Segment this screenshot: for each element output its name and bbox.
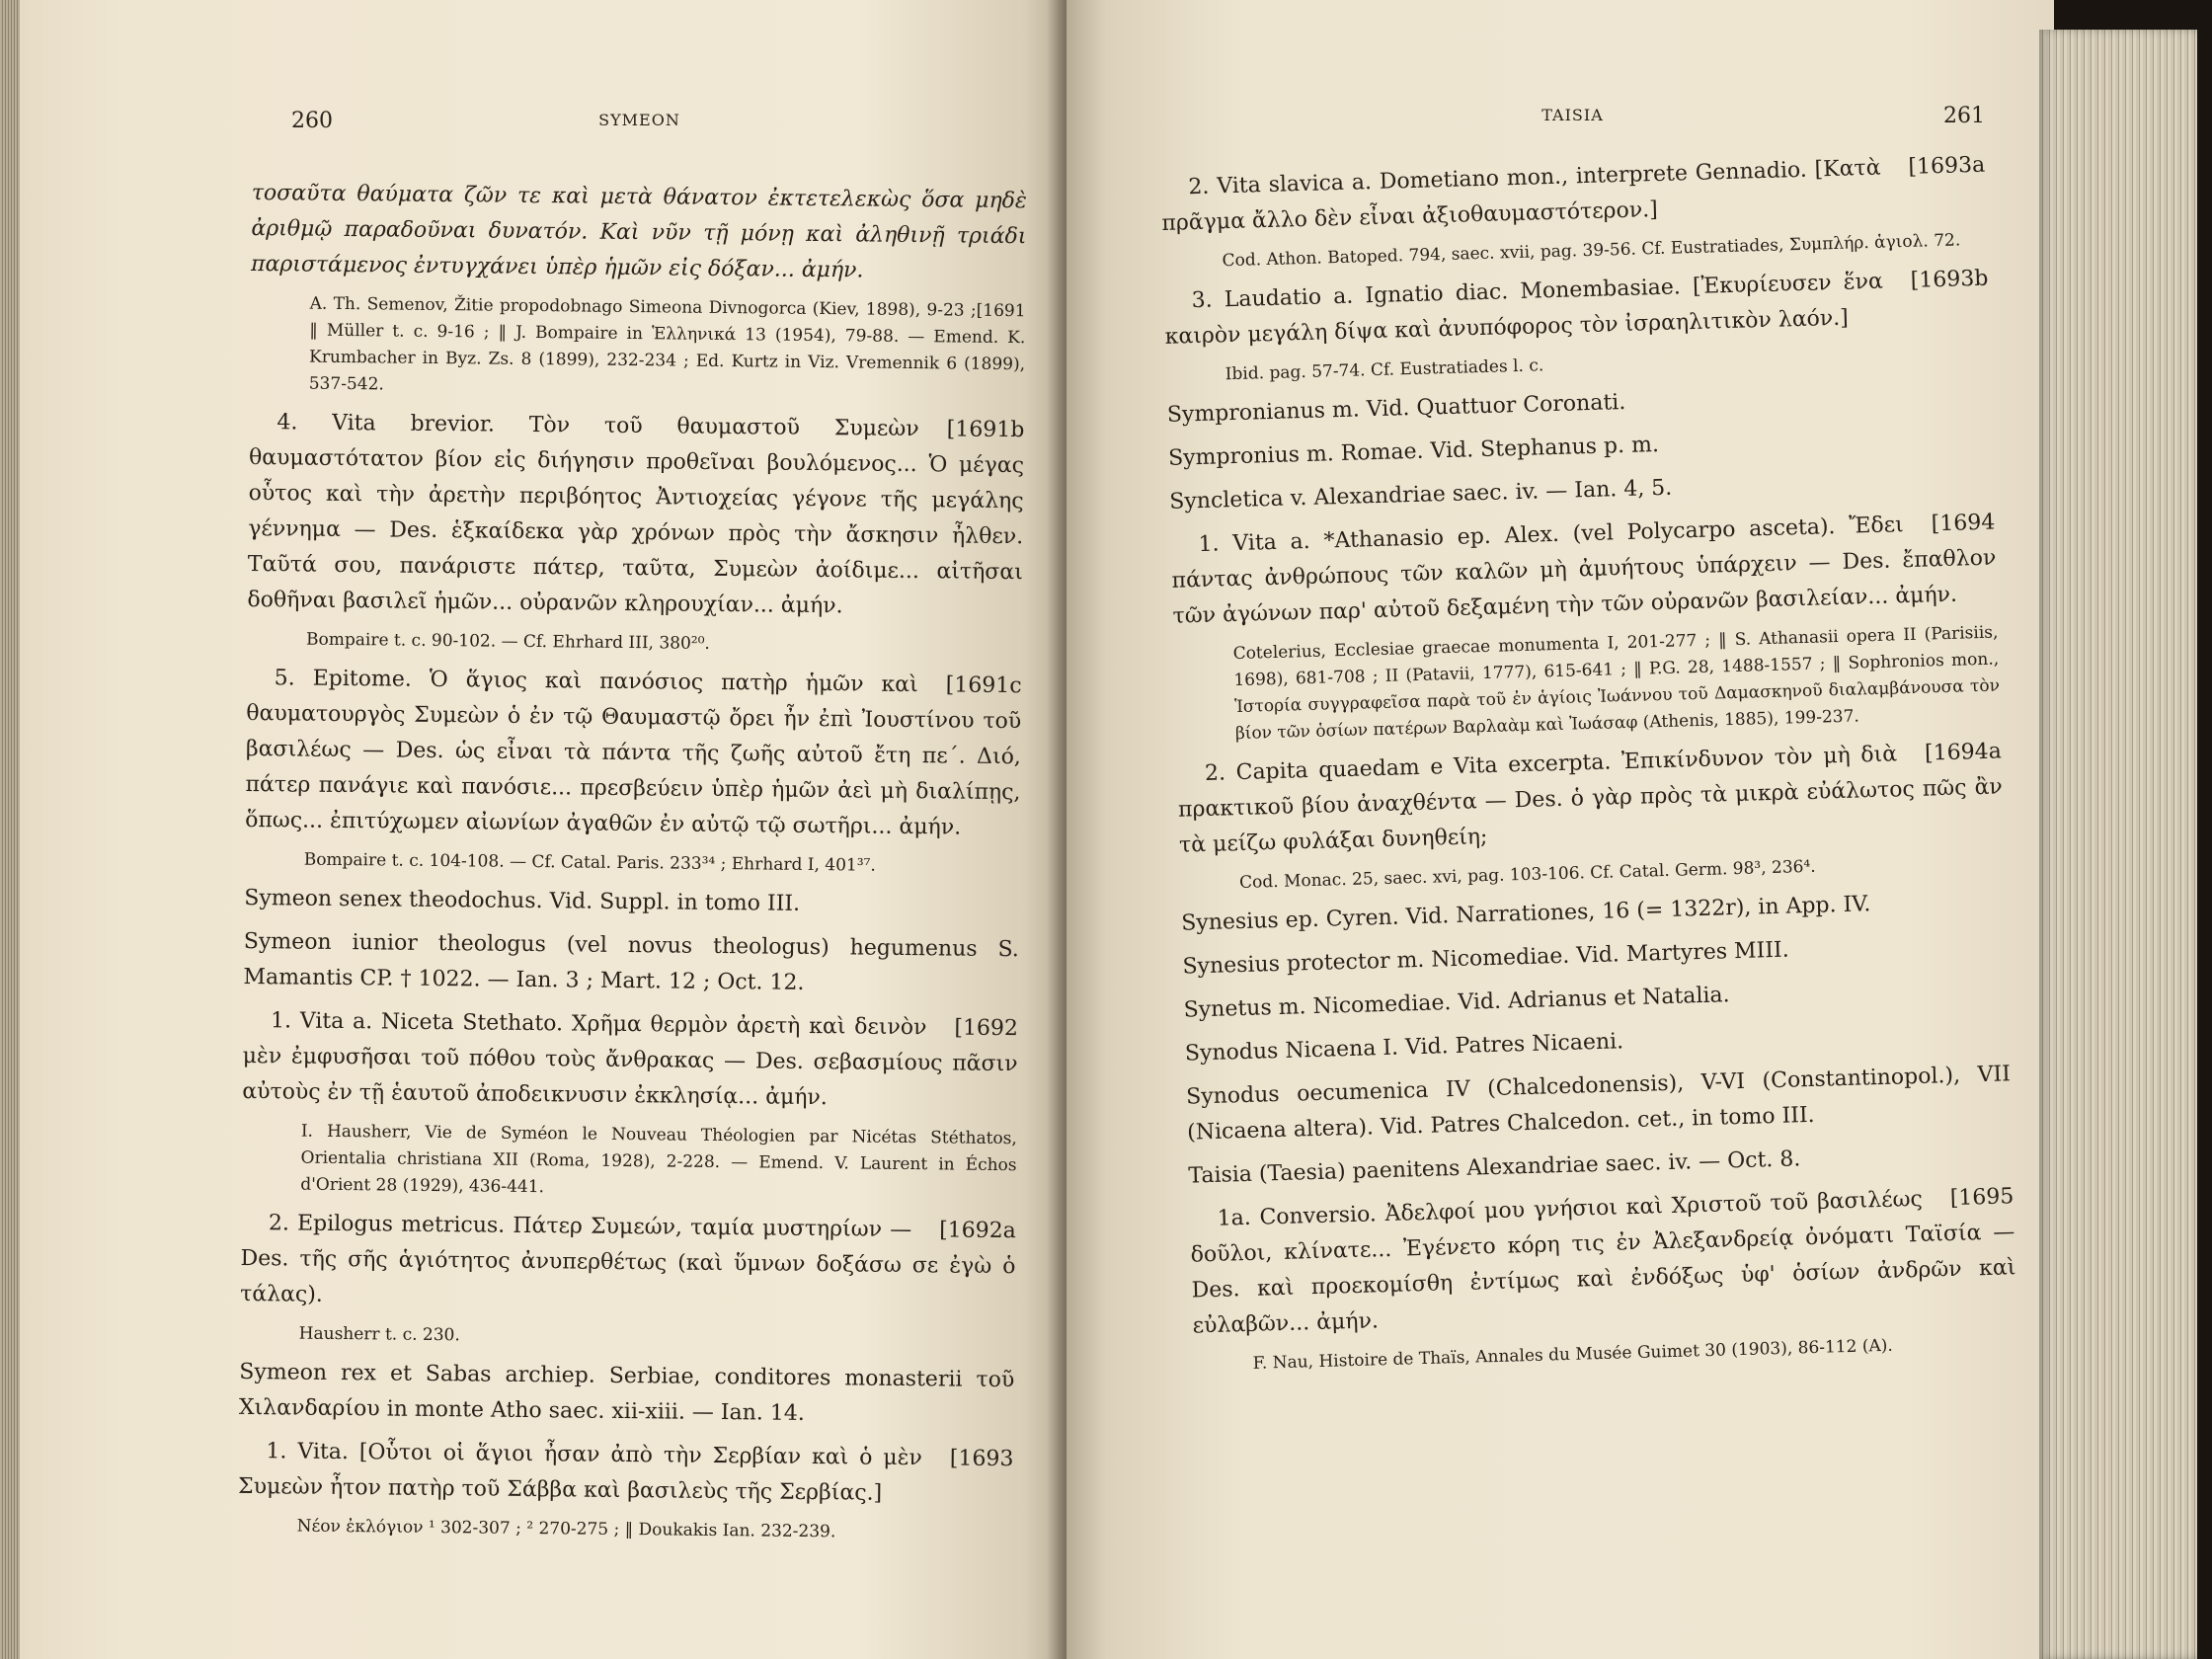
left-running-head bbox=[252, 109, 1027, 148]
entry-paragraph: [1695 1a. Conversio. Ἀδελφοί μου γνήσιοι καὶ Χριστοῦ τοῦ βασιλέως δοῦλοι, κλίνατε... Ἐγένετο κόρη τις ἐν Ἀλεξανδρείᾳ ὀνόματι Ταϊσία — Des. καὶ προεκομίσθη ἐντίμως καὶ ἐνδόξως ὑφ' ὁσίων ἀνδρῶν καὶ εὐλαβῶν... ἀμήν. bbox=[1190, 1184, 2016, 1339]
saint-heading: Sympronius m. Romae. Vid. Stephanus p. m. bbox=[1167, 433, 1660, 471]
bibliography-note: Νέον ἐκλόγιον ¹ 302-307 ; ² 270-275 ; ‖ Doukakis Ian. 232-239. bbox=[296, 1516, 836, 1542]
entry-paragraph: [1693b 3. Laudatio a. Ignatio diac. Monembasiae. [Ἐκυρίευσεν ἕνα καιρὸν μεγάλη δίψα καὶ ἀνυπόφορος τὸν ἰσραηλιτικὸν λαόν.] bbox=[1164, 266, 1989, 350]
left-running-title: SYMEON bbox=[598, 111, 680, 129]
entry-paragraph: [1693a 2. Vita slavica a. Dometiano mon., interprete Gennadio. [Κατὰ πρᾶγμα ἄλλο δὲν εἶναι ἀξιοθαυμαστότερον.] bbox=[1161, 152, 1986, 236]
left-page-number: 260 bbox=[291, 109, 333, 133]
right-page-number: 261 bbox=[1943, 104, 1985, 128]
saint-heading: Sympronianus m. Vid. Quattuor Coronati. bbox=[1166, 389, 1626, 428]
bibliography-note: Hausherr t. c. 230. bbox=[298, 1323, 460, 1346]
bibliography-note: F. Nau, Histoire de Thaïs, Annales du Musée Guimet 30 (1903), 86-112 (A). bbox=[1252, 1335, 1894, 1374]
left-page-edges bbox=[0, 0, 22, 1659]
right-running-title: TAISIA bbox=[1541, 106, 1604, 124]
entry-paragraph: [1694a 2. Capita quaedam e Vita excerpta. Ἐπικίνδυνον τὸν μὴ διὰ πρακτικοῦ βίου ἀναχθέντα — Des. ὁ γὰρ πρὸς τὰ μικρὰ εὐάλωτος πῶς ἂν τὰ μείζω φυλάξαι δυνηθείη; bbox=[1177, 739, 2004, 858]
saint-heading: Synesius ep. Cyren. Vid. Narrationes, 16 (= 1322r), in App. IV. bbox=[1180, 892, 1871, 936]
right-page-body bbox=[1160, 148, 2018, 1380]
left-page bbox=[20, 0, 1066, 1659]
bibliography-note: Cod. Monac. 25, saec. xvi, pag. 103-106. Cf. Catal. Germ. 98³, 236⁴. bbox=[1238, 856, 1816, 894]
bibliography-note: Cotelerius, Ecclesiae graecae monumenta I, 201-277 ; ‖ S. Athanasii opera II (Parisiis, 1698), 681-708 ; II (Patavii, 1777), 615-641 ; ‖ P.G. 28, 1488-1557 ; ‖ Sophronios mon., Ἱστορία συγγραφεῖσα παρὰ τοῦ ἐν ἁγίοις Ἰωάννου τοῦ Δαμασκηνοῦ διαλαμβάνουσα τὸν βίον τῶν ὁσίων πατέρων Βαρλαὰμ καὶ Ἰωάσαφ (Athenis, 1885), 199-237. bbox=[1232, 622, 2001, 745]
bibliography-note: Bompaire t. c. 90-102. — Cf. Ehrhard III, 380²⁰. bbox=[305, 629, 710, 654]
saint-heading: Symeon rex et Sabas archiep. Serbiae, conditores monasterii τοῦ Χιλανδαρίου in monte Atho saec. xii-xiii. — Ian. 14. bbox=[238, 1359, 1015, 1426]
saint-heading: Synodus Nicaena I. Vid. Patres Nicaeni. bbox=[1184, 1029, 1624, 1066]
bibliography-note: I. Hausherr, Vie de Syméon le Nouveau Théologien par Nicétas Stéthatos, Orientalia christiana XII (Roma, 1928), 2-228. — Emend. V. Laurent in Échos d'Orient 28 (1929), 436-441. bbox=[300, 1121, 1017, 1198]
entry-paragraph: [1691b 4. Vita brevior. Τὸν τοῦ θαυμαστοῦ Συμεὼν θαυμαστότατον βίον εἰς διήγησιν προθεῖναι βουλόμενος... Ὁ μέγας οὗτος καὶ τὴν ἀρετὴν περιβόητος Ἀντιοχείας γέγονε τῆς μεγάλης γέννημα — Des. ἑξκαίδεκα γὰρ χρόνων πρὸς τὴν ἄσκησιν ἦλθεν. Ταῦτά σου, πανάριστε πάτερ, ταῦτα, Συμεὼν ἀοίδιμε... αἰτῆσαι δοθῆναι βασιλεῖ ἡμῶν... οὐρανῶν κληρουχίαν... ἀμήν. bbox=[247, 410, 1025, 619]
entry-paragraph: [1694 1. Vita a. *Athanasio ep. Alex. (vel Polycarpo asceta). Ἔδει πάντας ἀνθρώπους τῶν καλῶν μὴ ἀμυήτους ὑπάρχειν — Des. ἔπαθλον τῶν ἀγώνων παρ' αὐτοῦ δεξαμένη τὴν τῶν οὐρανῶν βασιλείαν... ἀμήν. bbox=[1171, 510, 1997, 629]
bibliography-note: Cod. Athon. Batoped. 794, saec. xvii, pag. 39-56. Cf. Eustratiades, Συμπλήρ. ἁγιολ. 72. bbox=[1222, 230, 1961, 272]
entry-paragraph: [1692 1. Vita a. Niceta Stethato. Χρῆμα θερμὸν ἀρετὴ καὶ δεινὸν μὲν ἐμφυσῆσαι τοῦ πόθου τοὺς ἄνθρακας — Des. σεβασμίους πᾶσιν αὐτοὺς ἐν τῇ ἑαυτοῦ ἀποδεικνυσιν ἐκκλησίᾳ... ἀμήν. bbox=[242, 1008, 1019, 1111]
saint-heading: Symeon senex theodochus. Vid. Suppl. in tomo III. bbox=[244, 885, 801, 916]
right-running-head bbox=[1160, 104, 1985, 143]
saint-heading: Synesius protector m. Nicomediae. Vid. Martyres MIII. bbox=[1182, 937, 1789, 980]
bibliography-note: [1691 A. Th. Semenov, Žitie propodobnago Simeona Divnogorca (Kiev, 1898), 9-23 ; ‖ Müller t. c. 9-16 ; ‖ J. Bompaire in Ἑλληνικά 13 (1954), 79-88. — Emend. K. Krumbacher in Byz. Zs. 8 (1899), 232-234 ; Ed. Kurtz in Viz. Vremennik 6 (1899), 537-542. bbox=[308, 293, 1026, 395]
saint-heading: Syncletica v. Alexandriae saec. iv. — Ian. 4, 5. bbox=[1169, 475, 1673, 514]
saint-heading: Taisia (Taesia) paenitens Alexandriae saec. iv. — Oct. 8. bbox=[1188, 1146, 1801, 1189]
left-page-body bbox=[238, 176, 1027, 1547]
entry-paragraph: [1691c 5. Epitome. Ὁ ἅγιος καὶ πανόσιος πατὴρ ἡμῶν καὶ θαυματουργὸς Συμεὼν ὁ ἐν τῷ Θαυμαστῷ ὄρει ἦν ἐπὶ Ἰουστίνου τοῦ βασιλέως — Des. ὡς εἶναι τὰ πάντα τῆς ζωῆς αὐτοῦ ἔτη πε΄. Διό, πάτερ πανάγιε καὶ πανόσιε... πρεσβεύειν ὑπὲρ ἡμῶν ἀεὶ μὴ διαλίπῃς, ὅπως... ἐπιτύχωμεν αἰωνίων ἀγαθῶν ἐν αὐτῷ τῷ σωτῆρι... ἀμήν. bbox=[245, 666, 1022, 840]
right-page bbox=[1066, 0, 2054, 1659]
entry-paragraph: [1692a 2. Epilogus metricus. Πάτερ Συμεών, ταμία μυστηρίων — Des. τῆς σῆς ἁγιότητος ἀνυπερθέτως (καὶ ὕμνων δοξάσω σε ἐγὼ ὁ τάλας). bbox=[240, 1211, 1016, 1307]
bibliography-note: Bompaire t. c. 104-108. — Cf. Catal. Paris. 233³⁴ ; Ehrhard I, 401³⁷. bbox=[303, 849, 876, 876]
right-page-edges bbox=[2039, 30, 2197, 1659]
saint-heading: Synodus oecumenica IV (Chalcedonensis), V-VI (Constantinopol.), VII (Nicaena altera). Vid. Patres Chalcedon. cet., in tomo III. bbox=[1185, 1062, 2012, 1146]
greek-passage: τοσαῦτα θαύματα ζῶν τε καὶ μετὰ θάνατον ἐκτετελεκὼς ὅσα μηδὲ ἀριθμῷ παραδοῦναι δυνατόν. Καὶ νῦν τῇ μόνῃ καὶ ἀληθινῇ τριάδι παριστάμενος ἐντυγχάνει ὑπὲρ ἡμῶν εἰς δόξαν... ἀμήν. bbox=[250, 180, 1027, 283]
entry-paragraph: [1693 1. Vita. [Οὗτοι οἱ ἅγιοι ἦσαν ἀπὸ τὴν Σερβίαν καὶ ὁ μὲν Συμεὼν ἦτον πατὴρ τοῦ Σάββα καὶ βασιλεὺς τῆς Σερβίας.] bbox=[237, 1439, 1014, 1506]
saint-heading: Symeon iunior theologus (vel novus theologus) hegumenus S. Mamantis CP. † 1022. — Ian. 3 ; Mart. 12 ; Oct. 12. bbox=[243, 928, 1019, 995]
bibliography-note: Ibid. pag. 57-74. Cf. Eustratiades l. c. bbox=[1224, 356, 1544, 385]
saint-heading: Synetus m. Nicomediae. Vid. Adrianus et Natalia. bbox=[1183, 983, 1730, 1023]
